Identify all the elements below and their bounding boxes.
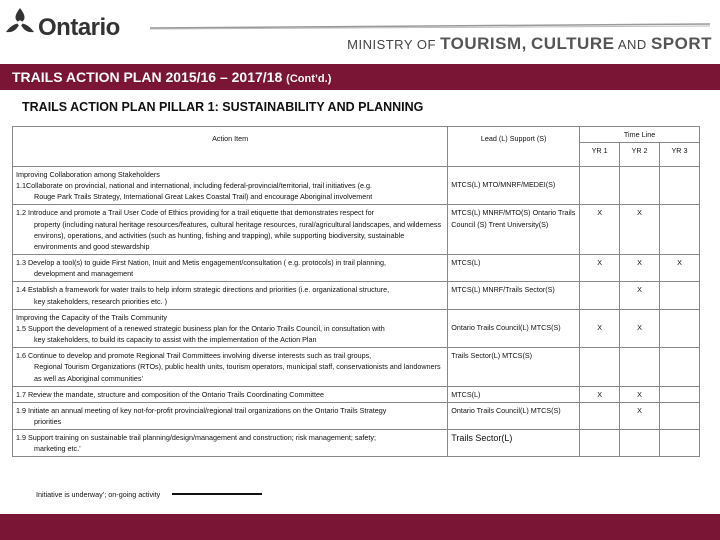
lead-cell: Ontario Trails Council(L) MTCS(S)	[448, 309, 580, 347]
action-text: 1.9 Support training on sustainable trail planning/design/management and construction; risk management; safety;	[16, 433, 376, 443]
y1-cell	[580, 348, 620, 386]
y2-cell: X	[620, 402, 660, 429]
y1-cell	[580, 402, 620, 429]
action-text: 1.2 Introduce and promote a Trail User Code of Ethics providing for a trail etiquette that demonstrates respect for	[16, 208, 374, 218]
y3-cell	[660, 348, 700, 386]
action-text: 1.7 Review the mandate, structure and composition of the Ontario Trails Coordinating Committee	[16, 389, 325, 399]
action-cell	[13, 309, 448, 347]
lead-cell: Trails Sector(L) MTCS(S)	[448, 348, 580, 386]
table-row	[13, 255, 700, 282]
action-text: 1.5 Support the development of a renewed strategic business plan for the Ontario Trails Council, in consultation with	[16, 323, 385, 333]
action-cell	[13, 205, 448, 255]
y3-cell	[660, 430, 700, 457]
table-row	[13, 386, 700, 402]
table-row	[13, 309, 700, 347]
col-lead-header: Lead (L) Support (S)	[448, 127, 580, 167]
yr2-header: YR 2	[620, 143, 660, 167]
title-banner	[0, 64, 720, 90]
action-text: 1.1Collaborate on provincial, national and international, including federal-provincial/territorial, trail initiatives (e.g.	[16, 181, 372, 191]
lead-cell: MTCS(L) MNRF/Trails Sector(S)	[448, 282, 580, 309]
y2-cell: X	[620, 255, 660, 282]
y2-cell: X	[620, 309, 660, 347]
lead-cell: Ontario Trails Council(L) MTCS(S)	[448, 402, 580, 429]
table-row	[13, 205, 700, 255]
action-text-cont: development and management	[34, 269, 134, 279]
y1-cell: X	[580, 309, 620, 347]
action-text-cont: marketing etc.’	[34, 444, 81, 454]
y2-cell: X	[620, 282, 660, 309]
lead-cell: MTCS(L) MNRF/MTO(S) Ontario Trails Council (S) Trent University(S)	[448, 205, 580, 255]
action-text-cont: property (including natural heritage resources/features, cultural heritage resources, rural/agricultural landscapes, and wilderness environs), operations, and activities (such as hunting, fishing and trapping), while supporting biodiversity, sustainable environments and good stewardship	[34, 219, 442, 251]
action-text: 1.3 Develop a tool(s) to guide First Nation, Inuit and Metis engagement/consultation ( e.g. protocols) in trail planning,	[16, 258, 386, 268]
lead-cell: MTCS(L)	[448, 386, 580, 402]
legend-arrow	[172, 493, 262, 495]
y1-cell	[580, 430, 620, 457]
action-cell	[13, 402, 448, 429]
yr3-header: YR 3	[660, 143, 700, 167]
action-table	[12, 126, 700, 457]
table-row	[13, 167, 700, 205]
action-cell	[13, 430, 448, 457]
y2-cell: X	[620, 386, 660, 402]
action-cell	[13, 386, 448, 402]
action-cell	[13, 255, 448, 282]
y3-cell	[660, 386, 700, 402]
header	[0, 0, 720, 64]
action-cell	[13, 167, 448, 205]
bottom-bar	[0, 514, 720, 540]
lead-cell: MTCS(L)	[448, 255, 580, 282]
y3-cell: X	[660, 255, 700, 282]
y3-cell	[660, 402, 700, 429]
y1-cell: X	[580, 205, 620, 255]
action-text-cont: key stakeholders, research priorities etc. )	[34, 296, 168, 306]
action-text: 1.9 Initiate an annual meeting of key not-for-profit provincial/regional trail organizations on the Ontario Trails Strategy	[16, 405, 387, 415]
page-title: TRAILS ACTION PLAN 2015/16 – 2017/18 (Cont’d.)	[12, 69, 332, 85]
yr1-header: YR 1	[580, 143, 620, 167]
section-heading: Improving the Capacity of the Trails Community	[16, 312, 167, 322]
action-cell	[13, 348, 448, 386]
y3-cell	[660, 309, 700, 347]
lead-cell: Trails Sector(L)	[448, 430, 580, 457]
footer-note: Initiative is underway’; on-going activity	[36, 490, 161, 499]
table-row	[13, 430, 700, 457]
section-heading: Improving Collaboration among Stakeholders	[16, 170, 160, 179]
ontario-logo	[4, 6, 144, 46]
header-decoration	[150, 22, 710, 30]
action-cell	[13, 282, 448, 309]
table-row	[13, 282, 700, 309]
y2-cell	[620, 348, 660, 386]
table-row	[13, 348, 700, 386]
ministry-name: MINISTRY OF TOURISM, CULTURE AND SPORT	[347, 34, 712, 53]
y2-cell	[620, 430, 660, 457]
y3-cell	[660, 167, 700, 205]
logo-text: Ontario	[38, 14, 120, 41]
y3-cell	[660, 282, 700, 309]
y3-cell	[660, 205, 700, 255]
y1-cell	[580, 167, 620, 205]
y1-cell	[580, 282, 620, 309]
table-row	[13, 402, 700, 429]
action-text: 1.4 Establish a framework for water trails to help inform strategic directions and priorities (i.e. organizational structure,	[16, 285, 390, 295]
action-text-cont: Rouge Park Trails Strategy, International Great Lakes Coastal Trail) and encourage Aboriginal involvement	[34, 192, 373, 202]
col-timeline-header: Time Line	[580, 127, 700, 143]
action-text-cont: key stakeholders, to build its capacity to assist with the implementation of the Action Plan	[34, 335, 317, 345]
y2-cell	[620, 167, 660, 205]
action-text: 1.6 Continue to develop and promote Regional Trail Committees involving diverse interests such as trail groups,	[16, 351, 372, 361]
action-text-cont: priorities	[34, 416, 62, 426]
y1-cell: X	[580, 386, 620, 402]
lead-cell: MTCS(L) MTO/MNRF/MEDEI(S)	[448, 167, 580, 205]
trillium-icon	[4, 6, 36, 40]
col-action-header: Action Item	[13, 127, 448, 167]
y1-cell: X	[580, 255, 620, 282]
pillar-title: TRAILS ACTION PLAN PILLAR 1: SUSTAINABILITY AND PLANNING	[22, 100, 424, 114]
y2-cell: X	[620, 205, 660, 255]
action-text-cont: Regional Tourism Organizations (RTOs), public health units, tourism operators, municipal staff, conservationists and landowners as well as Aboriginal communities’	[34, 362, 441, 383]
